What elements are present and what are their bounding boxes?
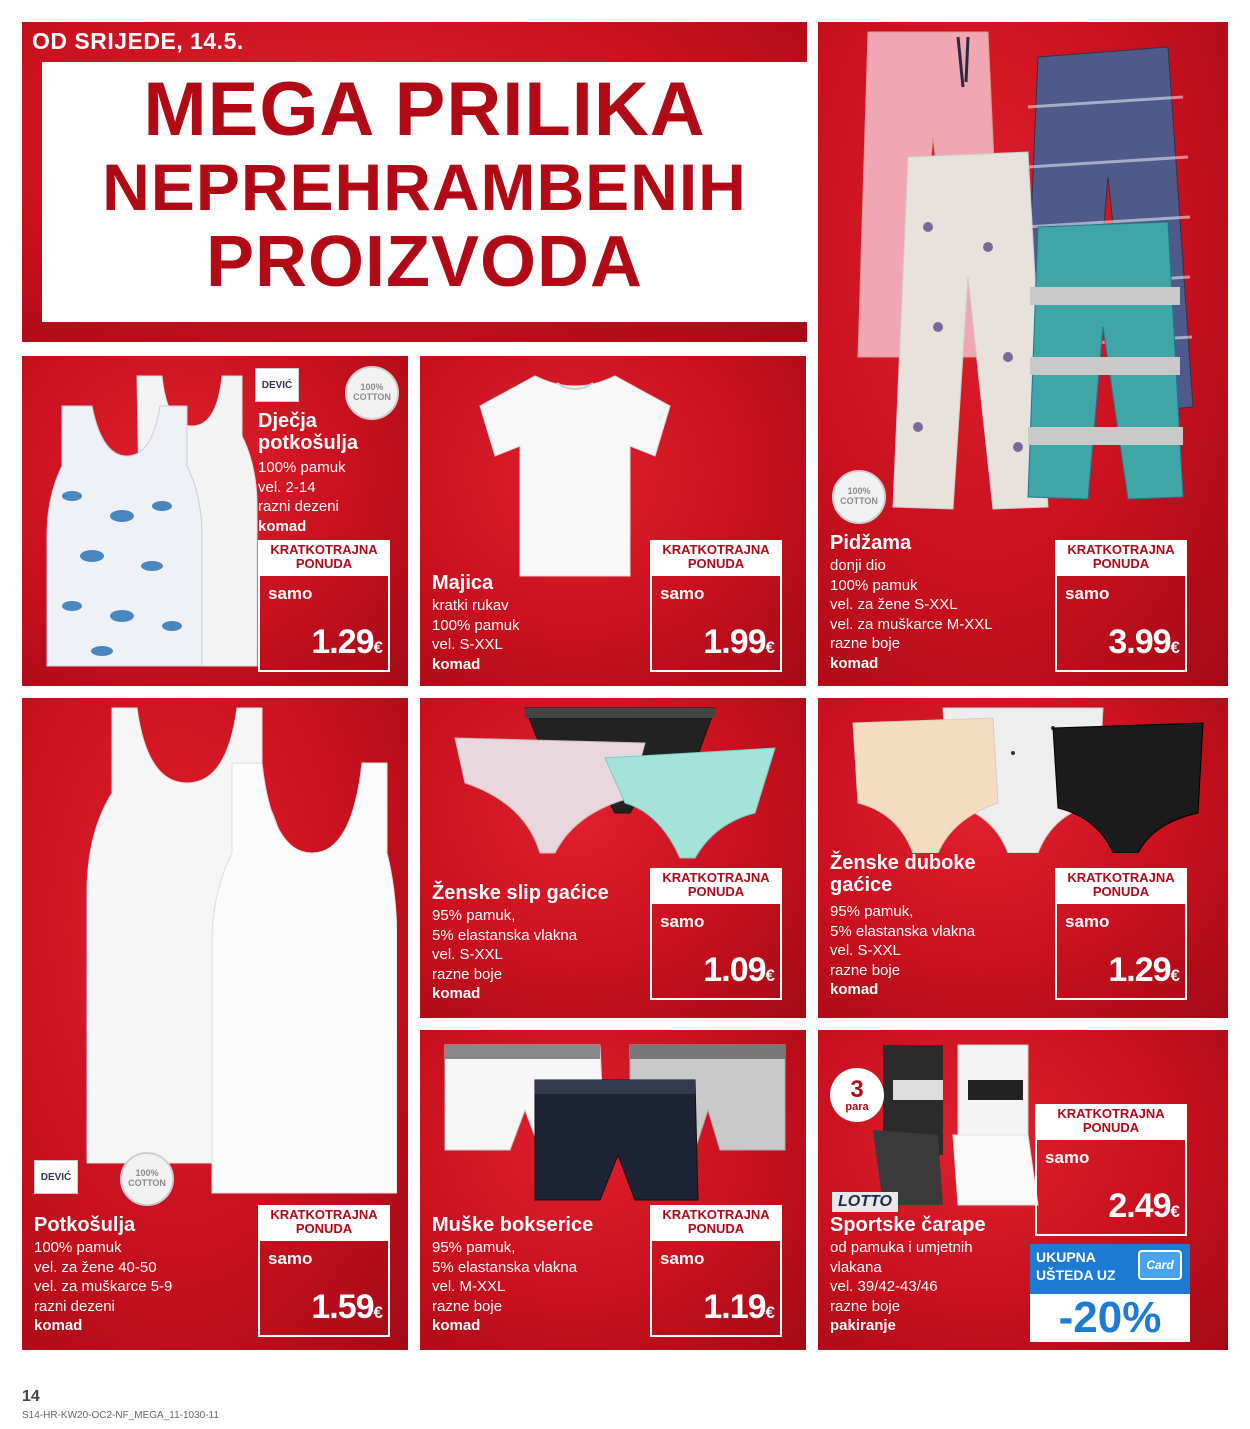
product-desc: [830, 556, 1030, 673]
samo-label: samo: [1045, 1148, 1090, 1167]
cotton-word: COTTON: [128, 1178, 166, 1188]
product-title: Sportske čarape: [830, 1214, 986, 1236]
product-desc: [830, 902, 1040, 1000]
price-box: [650, 904, 782, 1000]
desc-line: vel. za žene S-XXL: [830, 596, 958, 613]
discount-line-2: UŠTEDA UZ: [1036, 1267, 1116, 1283]
product-title: Pidžama: [830, 532, 912, 554]
desc-line: vel. S-XXL: [432, 946, 503, 963]
cotton-pct: 100%: [360, 382, 384, 393]
price-box: [1055, 576, 1187, 672]
offer-tag: [1035, 1104, 1187, 1140]
offer-line-2: PONUDA: [1092, 884, 1150, 900]
offer-line-2: PONUDA: [687, 884, 745, 900]
discount-top: [1030, 1244, 1190, 1298]
price-block: [650, 540, 782, 672]
currency: €: [373, 638, 382, 657]
desc-unit: komad: [432, 985, 481, 1002]
price-value: [703, 623, 774, 662]
card-discount-badge: [1030, 1244, 1190, 1342]
desc-unit: komad: [34, 1317, 83, 1334]
product-desc: [34, 1238, 254, 1336]
desc-line: 5% elastanska vlakna: [432, 926, 578, 944]
price-box: [258, 576, 390, 672]
offer-line-1: KRATKOTRAJNA: [1067, 542, 1175, 557]
currency: €: [373, 1303, 382, 1322]
cotton-badge-icon: [120, 1152, 174, 1206]
devic-logo: DEVIĆ: [34, 1160, 78, 1194]
price-number: 1.19: [703, 1288, 766, 1326]
price-block: [258, 540, 390, 672]
offer-line-2: PONUDA: [1082, 1120, 1140, 1136]
desc-line: kratki rukav: [432, 597, 509, 614]
cotton-word: COTTON: [840, 496, 878, 506]
sport-socks-image: [863, 1040, 1053, 1210]
offer-tag: [1055, 540, 1187, 576]
pair-count: 3: [850, 1075, 864, 1103]
price-box: [258, 1241, 390, 1337]
product-title: Muške bokserice: [432, 1214, 594, 1236]
currency: €: [765, 1303, 774, 1322]
offer-line-1: KRATKOTRAJNA: [662, 1207, 770, 1222]
price-block: [650, 1205, 782, 1337]
desc-line: vel. 39/42-43/46: [830, 1278, 938, 1295]
desc-line: 100% pamuk: [432, 616, 520, 634]
product-title: Potkošulja: [34, 1214, 136, 1236]
desc-line: donji dio: [830, 557, 886, 574]
desc-line: 5% elastanska vlakna: [830, 922, 976, 940]
tshirt-image: [475, 371, 675, 581]
price-value: [311, 623, 382, 662]
samo-label: samo: [268, 1249, 313, 1268]
loyalty-card-icon: Card: [1138, 1250, 1182, 1280]
currency: €: [1170, 966, 1179, 985]
offer-line-2: PONUDA: [1092, 556, 1150, 572]
desc-unit: pakiranje: [830, 1317, 896, 1334]
offer-line-1: KRATKOTRAJNA: [662, 870, 770, 885]
hero-line-1: MEGA PRILIKA: [143, 67, 706, 152]
desc-line: vel. za muškarce M-XXL: [830, 615, 993, 633]
desc-line: 95% pamuk,: [432, 907, 516, 924]
samo-label: samo: [660, 584, 705, 603]
price-number: 3.99: [1108, 623, 1171, 661]
cotton-pct: 100%: [847, 486, 871, 497]
cotton-word: COTTON: [353, 392, 391, 402]
lotto-logo: LOTTO: [832, 1192, 898, 1212]
currency: €: [765, 638, 774, 657]
product-title: Ženske duboke gaćice: [830, 852, 976, 896]
desc-line: 100% pamuk: [34, 1239, 122, 1256]
product-title: Ženske slip gaćice: [432, 882, 609, 904]
offer-line-1: KRATKOTRAJNA: [1067, 870, 1175, 885]
price-value: [703, 1288, 774, 1327]
desc-unit: komad: [258, 517, 307, 535]
price-number: 2.49: [1108, 1187, 1171, 1225]
desc-line: od pamuka i umjetnih: [830, 1239, 973, 1256]
offer-tag: [258, 1205, 390, 1241]
price-number: 1.59: [311, 1288, 374, 1326]
samo-label: samo: [1065, 912, 1110, 931]
samo-label: samo: [268, 584, 313, 603]
pair-count-badge: [830, 1068, 884, 1122]
desc-line: vlakana: [830, 1258, 882, 1276]
offer-tag: [258, 540, 390, 576]
price-box: [1035, 1140, 1187, 1236]
page-number: 14: [22, 1388, 40, 1405]
price-block: [1035, 1104, 1187, 1236]
price-box: [650, 576, 782, 672]
discount-line-1: UKUPNA: [1036, 1249, 1096, 1265]
samo-label: samo: [660, 912, 705, 931]
desc-line: razne boje: [432, 1297, 503, 1315]
currency: €: [1170, 638, 1179, 657]
desc-line: 95% pamuk,: [432, 1239, 516, 1256]
offer-tag: [650, 540, 782, 576]
offer-line-2: PONUDA: [687, 1221, 745, 1237]
price-block: [1055, 540, 1187, 672]
vest-image: [47, 703, 397, 1203]
price-value: [703, 951, 774, 990]
catalog-code: S14-HR-KW20-OC2-NF_MEGA_11-1030-11: [22, 1410, 219, 1421]
product-desc: [432, 906, 642, 1004]
womens-briefs-image: [843, 703, 1213, 853]
hero-line-2: NEPREHRAMBENIH: [102, 150, 747, 224]
desc-unit: komad: [432, 655, 481, 673]
hero-title: [42, 62, 807, 322]
price-value: [1108, 1187, 1179, 1226]
price-value: [311, 1288, 382, 1327]
product-desc: [258, 458, 403, 536]
womens-slip-image: [445, 703, 785, 863]
cotton-badge-icon: [832, 470, 886, 524]
offer-line-2: PONUDA: [687, 556, 745, 572]
price-number: 1.09: [703, 951, 766, 989]
currency: €: [1170, 1202, 1179, 1221]
desc-unit: komad: [830, 981, 879, 998]
date-label: OD SRIJEDE, 14.5.: [32, 28, 244, 54]
offer-tag: [1055, 868, 1187, 904]
desc-line: razne boje: [432, 965, 503, 983]
offer-line-1: KRATKOTRAJNA: [662, 542, 770, 557]
desc-line: vel. za žene 40-50: [34, 1258, 157, 1276]
offer-line-2: PONUDA: [295, 1221, 353, 1237]
product-desc: [432, 1238, 642, 1336]
price-value: [1108, 951, 1179, 990]
pajama-pants-image: [838, 27, 1218, 517]
desc-line: vel. M-XXL: [432, 1278, 506, 1295]
product-desc: [830, 1238, 1015, 1336]
desc-line: razne boje: [830, 635, 901, 652]
currency: €: [765, 966, 774, 985]
price-number: 1.29: [1108, 951, 1171, 989]
desc-line: 100% pamuk: [258, 459, 346, 476]
desc-line: 5% elastanska vlakna: [432, 1258, 578, 1276]
mens-boxers-image: [440, 1040, 790, 1210]
product-title: Dječja potkošulja: [258, 410, 359, 454]
desc-line: razni dezeni: [258, 498, 339, 515]
offer-tag: [650, 868, 782, 904]
price-number: 1.99: [703, 623, 766, 661]
product-title: Majica: [432, 572, 494, 594]
desc-line: razne boje: [830, 961, 901, 979]
pair-word: para: [845, 1100, 869, 1113]
devic-logo: DEVIĆ: [255, 368, 299, 402]
price-block: [258, 1205, 390, 1337]
desc-unit: komad: [432, 1317, 481, 1334]
desc-line: 100% pamuk: [830, 576, 918, 594]
discount-value: -20%: [1030, 1294, 1190, 1342]
desc-line: vel. za muškarce 5-9: [34, 1278, 173, 1295]
desc-line: vel. S-XXL: [432, 636, 503, 653]
desc-unit: komad: [830, 654, 879, 672]
offer-line-1: KRATKOTRAJNA: [270, 542, 378, 557]
desc-line: razni dezeni: [34, 1297, 115, 1315]
price-block: [650, 868, 782, 1000]
hero-line-3: PROIZVODA: [205, 222, 644, 302]
price-block: [1055, 868, 1187, 1000]
childrens-vest-image: [42, 366, 262, 676]
price-box: [1055, 904, 1187, 1000]
desc-line: razne boje: [830, 1297, 901, 1315]
offer-line-1: KRATKOTRAJNA: [1057, 1106, 1165, 1121]
cotton-pct: 100%: [135, 1168, 159, 1179]
offer-tag: [650, 1205, 782, 1241]
offer-line-2: PONUDA: [295, 556, 353, 572]
product-desc: [432, 596, 632, 674]
price-value: [1108, 623, 1179, 662]
samo-label: samo: [660, 1249, 705, 1268]
desc-line: 95% pamuk,: [830, 903, 914, 920]
desc-line: vel. 2-14: [258, 478, 316, 496]
price-box: [650, 1241, 782, 1337]
samo-label: samo: [1065, 584, 1110, 603]
offer-line-1: KRATKOTRAJNA: [270, 1207, 378, 1222]
price-number: 1.29: [311, 623, 374, 661]
desc-line: vel. S-XXL: [830, 942, 901, 959]
